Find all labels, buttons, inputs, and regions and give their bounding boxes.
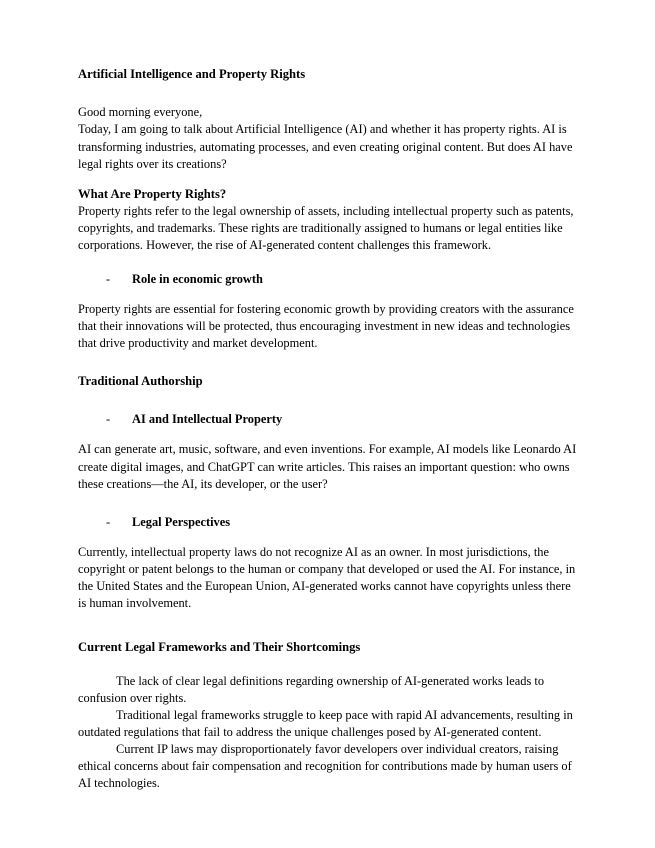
spacer — [78, 83, 577, 104]
list-item — [78, 411, 577, 428]
spacer — [78, 173, 577, 186]
spacer — [78, 428, 577, 441]
spacer — [78, 352, 577, 373]
dash-bullet-icon: - — [106, 271, 111, 286]
dash-bullet-icon: - — [106, 412, 111, 427]
bullet-body-legal-perspectives: Currently, intellectual property laws do not recognize AI as an owner. In most jurisdictions, the copyright or patent belongs to the human or company that developed or used the AI. For instance, in the United States and the European Union, AI-generated works cannot have copyrights unless there is human involvement. — [78, 544, 576, 611]
section-heading-property-rights: What Are Property Rights? — [78, 186, 227, 201]
spacer — [78, 288, 577, 301]
spacer — [78, 612, 577, 639]
document-title: Artificial Intelligence and Property Rights — [78, 67, 306, 81]
greeting-line: Good morning everyone, — [78, 105, 203, 120]
spacer — [78, 255, 577, 271]
bullet-body-economic-growth: Property rights are essential for fostering economic growth by providing creators with the assurance that their innovations will be protected, thus encouraging investment in new ideas and technologies that drive productivity and market development. — [78, 301, 574, 350]
spacer — [78, 493, 577, 514]
intro-paragraph: Today, I am going to talk about Artificial Intelligence (AI) and whether it has property rights. AI is transforming industries, automating processes, and even creating original content. But does AI have legal rights over its creations? — [78, 122, 573, 171]
list-item — [78, 271, 577, 288]
frameworks-paragraph-3: Current IP laws may disproportionately favor developers over individual creators, raising ethical concerns about fair compensation and recognition for contributions made by human users of AI technologies. — [78, 742, 572, 791]
list-item-label: Legal Perspectives — [132, 514, 231, 529]
list-item — [78, 514, 577, 531]
frameworks-paragraph-1: The lack of clear legal definitions regarding ownership of AI-generated works leads to confusion over rights. — [78, 673, 545, 705]
spacer — [78, 390, 577, 411]
document-body — [78, 66, 577, 792]
bullet-body-ai-intellectual-property: AI can generate art, music, software, and even inventions. For example, AI models like Leonardo AI create digital images, and ChatGPT can write articles. This raises an important question: who owns these creations—the AI, its developer, or the user? — [78, 442, 577, 491]
spacer — [78, 657, 577, 673]
frameworks-paragraph-2: Traditional legal frameworks struggle to keep pace with rapid AI advancements, resulting in outdated regulations that fail to address the unique challenges posed by AI-generated content. — [78, 707, 573, 740]
spacer — [78, 531, 577, 544]
dash-bullet-icon: - — [106, 514, 111, 529]
list-item-label: Role in economic growth — [132, 271, 263, 286]
section-heading-current-legal-frameworks: Current Legal Frameworks and Their Shortcomings — [78, 640, 361, 655]
section-heading-traditional-authorship: Traditional Authorship — [78, 373, 203, 388]
list-item-label: AI and Intellectual Property — [132, 412, 283, 427]
section-body-property-rights: Property rights refer to the legal ownership of assets, including intellectual property such as patents, copyrights, and trademarks. These rights are traditionally assigned to humans or legal entities like corporations. However, the rise of AI-generated content challenges this framework. — [78, 204, 574, 253]
